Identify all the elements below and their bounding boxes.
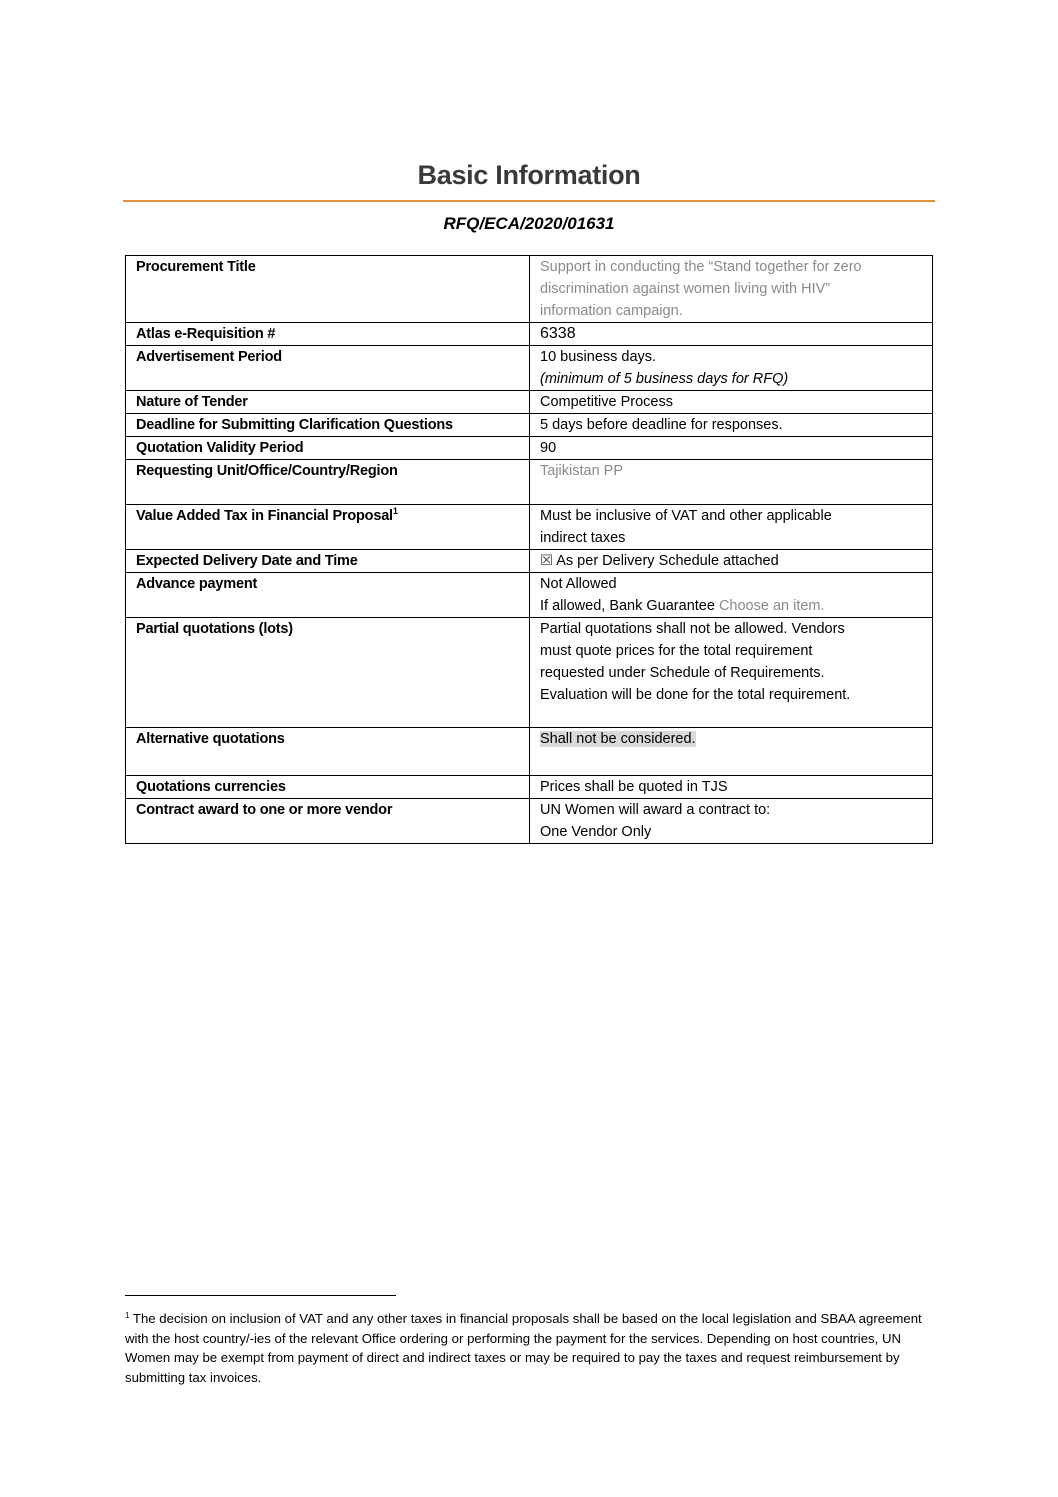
table-row [126, 414, 933, 437]
alternative-value[interactable] [530, 728, 933, 776]
validity-value[interactable]: 90 [530, 437, 933, 460]
table-row [126, 437, 933, 460]
footnote-line: and request reimbursement by submitting tax invoices. [125, 1350, 900, 1385]
deadline-label: Deadline for Submitting Clarification Questions [126, 414, 530, 437]
vat-value[interactable] [530, 505, 933, 550]
procurement-title-value[interactable] [530, 256, 933, 323]
basic-info-table [125, 255, 933, 844]
table-row [126, 323, 933, 346]
table-row [126, 346, 933, 391]
choose-item-dropdown[interactable]: Choose an item. [718, 598, 825, 614]
procurement-title-line: discrimination against women living with HIV” [540, 281, 831, 297]
delivery-text: As per Delivery Schedule attached [556, 553, 779, 569]
award-label: Contract award to one or more vendor [126, 799, 530, 844]
table-row [126, 256, 933, 323]
table-row [126, 505, 933, 550]
advance-status: Not Allowed [540, 576, 617, 592]
bank-guarantee-text: If allowed, Bank Guarantee [540, 598, 715, 614]
footnote-line: The decision on inclusion of VAT and any other taxes in financial proposals shall be based on the local legislation and SBAA [132, 1311, 855, 1326]
footnote-ref: 1 [392, 506, 398, 516]
page-title: Basic Information [417, 160, 641, 190]
advance-value [530, 573, 933, 618]
nature-label: Nature of Tender [126, 391, 530, 414]
vat-label-text: Value Added Tax in Financial Proposal [136, 508, 393, 524]
validity-label: Quotation Validity Period [126, 437, 530, 460]
vat-value-line: indirect taxes [540, 530, 626, 546]
table-row [126, 799, 933, 844]
advertisement-note: (minimum of 5 business days for RFQ) [540, 371, 789, 387]
table-row [126, 391, 933, 414]
table-row [126, 573, 933, 618]
partial-value[interactable] [530, 618, 933, 728]
advance-label: Advance payment [126, 573, 530, 618]
partial-line: requested under Schedule of Requirements. [540, 665, 825, 681]
table-row [126, 550, 933, 573]
table-row [126, 728, 933, 776]
award-line: UN Women will award a contract to: [540, 802, 771, 818]
table-row [126, 460, 933, 505]
alternative-label: Alternative quotations [126, 728, 530, 776]
title-underline [123, 200, 935, 202]
partial-line: Partial quotations shall not be allowed. Vendors [540, 621, 845, 637]
footnote-marker: 1 [125, 1311, 130, 1320]
procurement-title-line: Support in conducting the “Stand together for zero [540, 259, 862, 275]
partial-line: Evaluation will be done for the total requirement. [540, 687, 851, 703]
procurement-title-line: information campaign. [540, 303, 683, 319]
footnote-line: agreement with the host country/-ies of the relevant Office ordering or performing the payment for the services. Depending [125, 1311, 922, 1346]
deadline-value[interactable]: 5 days before deadline for responses. [530, 414, 933, 437]
award-line: One Vendor Only [540, 824, 652, 840]
atlas-value[interactable] [530, 323, 933, 346]
nature-value[interactable]: Competitive Process [530, 391, 933, 414]
footnote-separator [125, 1295, 396, 1296]
advertisement-label: Advertisement Period [126, 346, 530, 391]
alternative-text: Shall not be considered. [540, 731, 696, 747]
partial-line: must quote prices for the total requirement [540, 643, 813, 659]
table-row [126, 776, 933, 799]
vat-label [126, 505, 530, 550]
currencies-label: Quotations currencies [126, 776, 530, 799]
requesting-value[interactable]: Tajikistan PP [530, 460, 933, 505]
footnote [125, 1309, 935, 1387]
currencies-value[interactable]: Prices shall be quoted in TJS [530, 776, 933, 799]
procurement-title-label: Procurement Title [126, 256, 530, 323]
rfq-reference: RFQ/ECA/2020/01631 [443, 214, 615, 233]
delivery-value [530, 550, 933, 573]
requesting-label: Requesting Unit/Office/Country/Region [126, 460, 530, 505]
checked-checkbox-icon[interactable]: ☒ [540, 553, 553, 569]
table-row [126, 618, 933, 728]
advertisement-value[interactable] [530, 346, 933, 391]
atlas-number: 6338 [540, 325, 576, 342]
award-value[interactable] [530, 799, 933, 844]
partial-label: Partial quotations (lots) [126, 618, 530, 728]
vat-value-line: Must be inclusive of VAT and other applicable [540, 508, 832, 524]
advertisement-days: 10 business days. [540, 349, 657, 365]
atlas-label: Atlas e-Requisition # [126, 323, 530, 346]
delivery-label: Expected Delivery Date and Time [126, 550, 530, 573]
footnote-line: on host countries, UN Women may be exempt from payment of direct and indirect taxes or may be required to pay the taxes [125, 1330, 902, 1365]
